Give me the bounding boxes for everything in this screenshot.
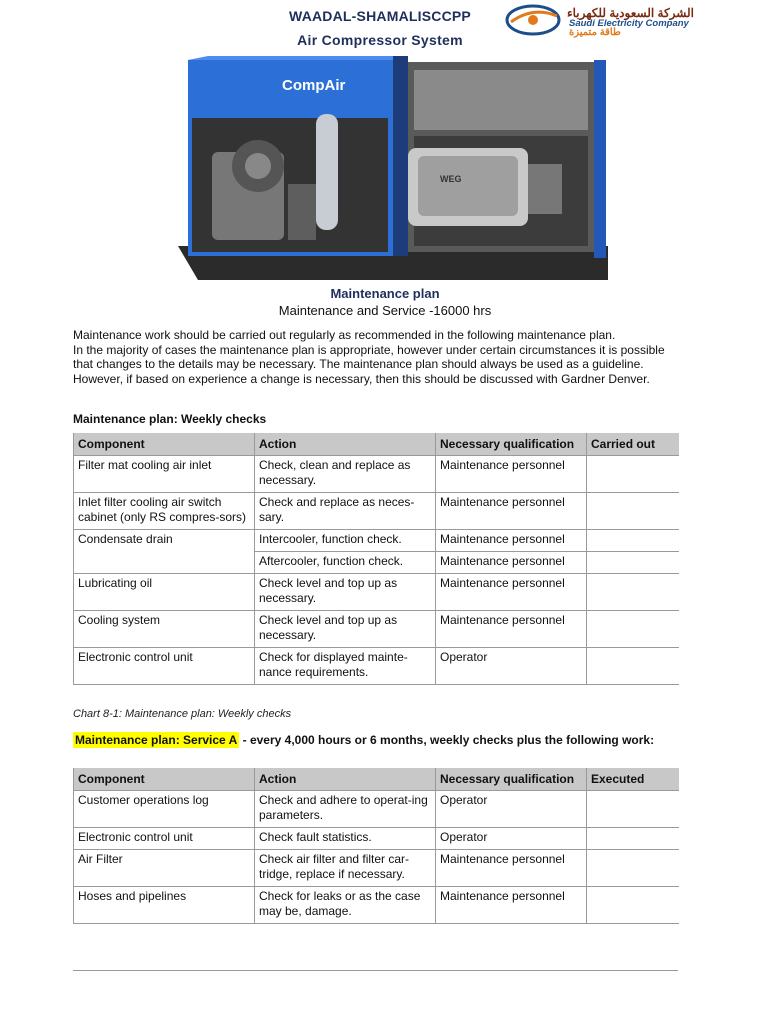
cell-qualification: Maintenance personnel — [436, 493, 587, 530]
service-a-highlight: Maintenance plan: Service A — [75, 733, 238, 747]
section-title: Maintenance plan — [330, 286, 440, 301]
table-row — [74, 530, 679, 552]
header-qualification: Necessary qualification — [436, 768, 587, 791]
cell-action: Check, clean and replace as necessary. — [255, 456, 436, 493]
cell-executed[interactable] — [587, 791, 679, 828]
cell-action: Intercooler, function check. — [255, 530, 436, 552]
cell-qualification: Maintenance personnel — [436, 530, 587, 552]
weekly-table-caption: Maintenance plan: Weekly checks — [73, 412, 267, 426]
service-a-table — [73, 768, 679, 924]
service-a-heading — [73, 733, 678, 748]
table-row — [74, 611, 679, 648]
cell-carried-out[interactable] — [587, 611, 679, 648]
cell-qualification: Maintenance personnel — [436, 574, 587, 611]
logo-english-text: Saudi Electricity Company — [569, 18, 689, 29]
cell-component: Customer operations log — [74, 791, 255, 828]
table-row — [74, 456, 679, 493]
cell-executed[interactable] — [587, 887, 679, 924]
table-row — [74, 648, 679, 685]
cell-action: Aftercooler, function check. — [255, 552, 436, 574]
cell-qualification: Maintenance personnel — [436, 850, 587, 887]
cell-action: Check level and top up as necessary. — [255, 574, 436, 611]
cell-qualification: Operator — [436, 648, 587, 685]
table-row — [74, 493, 679, 530]
cell-qualification: Maintenance personnel — [436, 611, 587, 648]
logo-tagline: طاقة متميزة — [569, 27, 621, 38]
brand-label: CompAir — [282, 77, 346, 94]
cell-component: Lubricating oil — [74, 574, 255, 611]
cell-component: Cooling system — [74, 611, 255, 648]
cell-qualification: Operator — [436, 791, 587, 828]
cell-qualification: Maintenance personnel — [436, 552, 587, 574]
header-carried-out: Carried out — [587, 433, 679, 456]
document-title: WAADAL-SHAMALISCCPP — [289, 8, 471, 24]
cell-carried-out[interactable] — [587, 530, 679, 552]
cell-carried-out[interactable] — [587, 574, 679, 611]
table-row — [74, 887, 679, 924]
header-executed: Executed — [587, 768, 679, 791]
cell-component: Filter mat cooling air inlet — [74, 456, 255, 493]
cell-component: Condensate drain — [74, 530, 255, 574]
cell-carried-out[interactable] — [587, 456, 679, 493]
cell-executed[interactable] — [587, 850, 679, 887]
cell-component: Hoses and pipelines — [74, 887, 255, 924]
table-header-row — [74, 433, 679, 456]
cell-action: Check air filter and filter car-tridge, replace if necessary. — [255, 850, 436, 887]
header-action: Action — [255, 768, 436, 791]
header-component: Component — [74, 433, 255, 456]
cell-component: Air Filter — [74, 850, 255, 887]
logo-emblem-icon — [505, 2, 565, 38]
cell-action: Check and replace as neces-sary. — [255, 493, 436, 530]
cell-carried-out[interactable] — [587, 648, 679, 685]
header-action: Action — [255, 433, 436, 456]
cell-component: Electronic control unit — [74, 828, 255, 850]
weekly-chart-caption: Chart 8-1: Maintenance plan: Weekly checks — [73, 708, 292, 720]
cell-carried-out[interactable] — [587, 493, 679, 530]
table-row — [74, 574, 679, 611]
logo-arabic-text: الشركة السعودية للكهرباء — [567, 6, 694, 20]
intro-paragraph-2: In the majority of cases the maintenance plan is appropriate, however under certain circumstances it is possible that changes to the details may be necessary. The maintenance plan should always be used as a guideline. However, if based on experience a change is necessary, then this should be discussed with Gardner Denver. — [73, 342, 665, 386]
cell-action: Check for leaks or as the case may be, damage. — [255, 887, 436, 924]
motor-brand-label: WEG — [440, 174, 462, 184]
cell-executed[interactable] — [587, 828, 679, 850]
header-qualification: Necessary qualification — [436, 433, 587, 456]
compressor-illustration — [178, 56, 608, 280]
section-subtitle: Maintenance and Service -16000 hrs — [278, 303, 492, 318]
document-subtitle: Air Compressor System — [297, 32, 463, 48]
service-a-description: - every 4,000 hours or 6 months, weekly checks plus the following work: — [239, 733, 655, 747]
cell-component: Electronic control unit — [74, 648, 255, 685]
cell-component: Inlet filter cooling air switch cabinet (only RS compres-sors) — [74, 493, 255, 530]
table-header-row — [74, 768, 679, 791]
intro-paragraph-1: Maintenance work should be carried out regularly as recommended in the following maintenance plan. — [73, 328, 616, 342]
table-row — [74, 828, 679, 850]
header-component: Component — [74, 768, 255, 791]
intro-text — [73, 328, 678, 386]
cell-action: Check for displayed mainte-nance requirements. — [255, 648, 436, 685]
table-row — [74, 791, 679, 828]
cell-qualification: Maintenance personnel — [436, 887, 587, 924]
cell-carried-out[interactable] — [587, 552, 679, 574]
footer-divider — [73, 970, 678, 971]
cell-qualification: Maintenance personnel — [436, 456, 587, 493]
cell-action: Check fault statistics. — [255, 828, 436, 850]
table-row — [74, 850, 679, 887]
cell-action: Check and adhere to operat-ing parameters. — [255, 791, 436, 828]
company-logo — [505, 2, 745, 40]
cell-action: Check level and top up as necessary. — [255, 611, 436, 648]
cell-qualification: Operator — [436, 828, 587, 850]
weekly-checks-table — [73, 433, 679, 685]
